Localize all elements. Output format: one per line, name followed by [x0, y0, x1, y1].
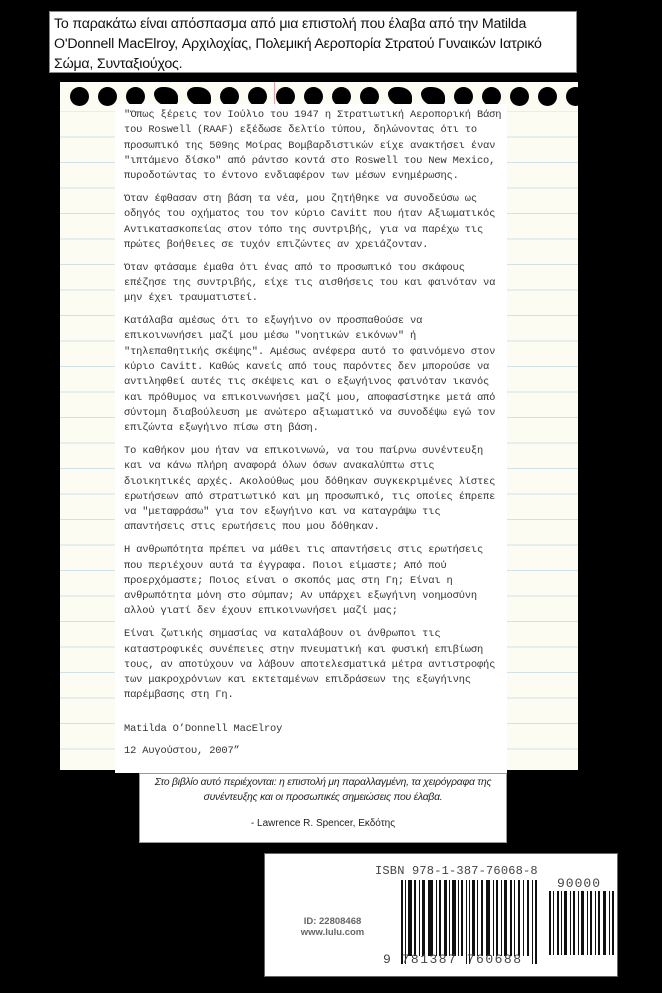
letter-paragraph: Όταν φτάσαμε έμαθα ότι ένας από το προσωπικό του σκάφους επέζησε της συντριβής, είχε τις αισθήσεις του και φαινόταν να μην έχει τραυματιστεί.	[124, 261, 496, 305]
publisher-note	[139, 773, 507, 843]
lulu-info	[285, 916, 380, 938]
letter-date: 12 Αυγούστου, 2007”	[124, 745, 240, 758]
publisher-note-text: Στο βιβλίο αυτό περιέχονται: η επιστολή μη παραλλαγμένη, τα χειρόγραφα της συνέντευξης και οι προσωπικές σημειώσεις που έλαβα.	[154, 777, 492, 803]
letter-paragraph: Όταν έφθασαν στη βάση τα νέα, μου ζητήθηκε να συνοδεύσω ως οδηγός του οχήματος του τον κύριο Cavitt που ήταν Αξιωματικός Αντικατασκοπείας στον τόπο της συντριβής, για να παρέχω τις πρώτες βοήθειες σε τυχόν επιζώντες αν χρειάζονταν.	[124, 192, 496, 251]
letter-body	[115, 104, 507, 773]
letter-paragraph: Η ανθρωπότητα πρέπει να μάθει τις απαντήσεις στις ερωτήσεις που περιέχουν αυτά τα έγγραφα. Ποιοι είμαστε; Από πού προερχόμαστε; Ποιος είναι ο σκοπός μας στη Γη; Είναι η ανθρωπότητα μόνη στο σύμπαν; Αν υπάρχει εξωγήινη νοημοσύνη αλλού γιατί δεν έχουν επικοινωνήσει μαζί μας;	[124, 544, 484, 618]
price-code: 90000	[557, 876, 602, 891]
binder-hole-icon	[594, 87, 613, 106]
publisher-signoff: - Lawrence R. Spencer, Εκδότης	[250, 818, 396, 829]
addon-barcode-icon	[549, 891, 615, 955]
letter-paragraph: Κατάλαβα αμέσως ότι το εξωγήινο ον προσπαθούσε να επικοινωνήσει μαζί μου μέσω "νοητικών εικόνων" ή "τηλεπαθητικής σκέψης". Αμέσως ανέφερα αυτό το φαινόμενο στον κύριο Cavitt. Καθώς κανείς από τους παρόντες δεν μπορούσε να αντιληφθεί αυτές τις σκέψεις και ο εξωγήινος φαινόταν ικανός και πρόθυμος να επικοινωνήσει μαζί μου, αποφασίστηκε μετά από σύντομη διαβούλευση με ανώτερο αξιωματικό να συνοδέψω εγώ τον επιζώντα εξωγήινο πίσω στη βάση.	[124, 315, 496, 435]
letter-paragraph: "Όπως ξέρεις τον Ιούλιο του 1947 η Στρατιωτική Αεροπορική Βάση του Roswell (RAAF) εξέδωσε δελτίο τύπου, δηλώνοντας ότι το προσωπικό της 509ης Μοίρας Βομβαρδιστικών είχε ανακτήσει έναν "ιπτάμενο δίσκο" από ράντσο κοντά στο Roswell του New Mexico, πυροδοτώντας το έντονο ενδιαφέρον των μέσων ενημέρωσης.	[124, 109, 502, 183]
lulu-id: ID: 22808468	[303, 916, 362, 927]
ean-digits: 9 781387 760688	[383, 952, 523, 967]
intro-text: Το παρακάτω είναι απόσπασμα από μια επιστολή που έλαβα από την Matilda O'Donnell MacElroy, Αρχιλοχίας, Πολεμική Αεροπορία Στρατού Γυναικών Ιατρικό Σώμα, Συνταξιούχος.	[54, 16, 542, 72]
letter-paragraph: Το καθήκον μου ήταν να επικοινωνώ, να του παίρνω συνέντευξη και να κάνω πλήρη αναφορά όλων όσων ανακαλύπτω στις διοικητικές αρχές. Ακολούθως μου δόθηκαν συγκεκριμένες λίστες ερωτήσεων από στρατιωτικό και μη προσωπικό, τις οποίες έπρεπε να "μεταφράσω" για τον εξωγήινο και να καταγράψω τις απαντήσεις στις ερωτήσεις που μου δόθηκαν.	[124, 444, 496, 534]
binder-hole-icon	[566, 87, 585, 106]
binder-hole-icon	[538, 87, 557, 106]
ean-barcode-icon	[401, 880, 537, 956]
letter-signature: Matilda O’Donnell MacElroy	[124, 722, 283, 735]
letter-paragraph: Είναι ζωτικής σημασίας να καταλάβουν οι άνθρωποι τις καταστροφικές συνέπειες στην πνευματική και φυσική επιβίωση τους, αν αποτύχουν να λάβουν αποτελεσματικά μέτρα αντιστροφής των μακροχρόνιων και εκτεταμένων επιδράσεων της εξωγήινης παρέμβασης στη Γη.	[124, 628, 496, 702]
binder-hole-icon	[70, 87, 89, 106]
isbn-label: ISBN 978-1-387-76068-8	[375, 864, 538, 878]
lulu-url: www.lulu.com	[300, 927, 365, 938]
intro-caption	[49, 11, 577, 73]
binder-hole-icon	[510, 87, 529, 106]
isbn-barcode-block	[264, 853, 618, 977]
